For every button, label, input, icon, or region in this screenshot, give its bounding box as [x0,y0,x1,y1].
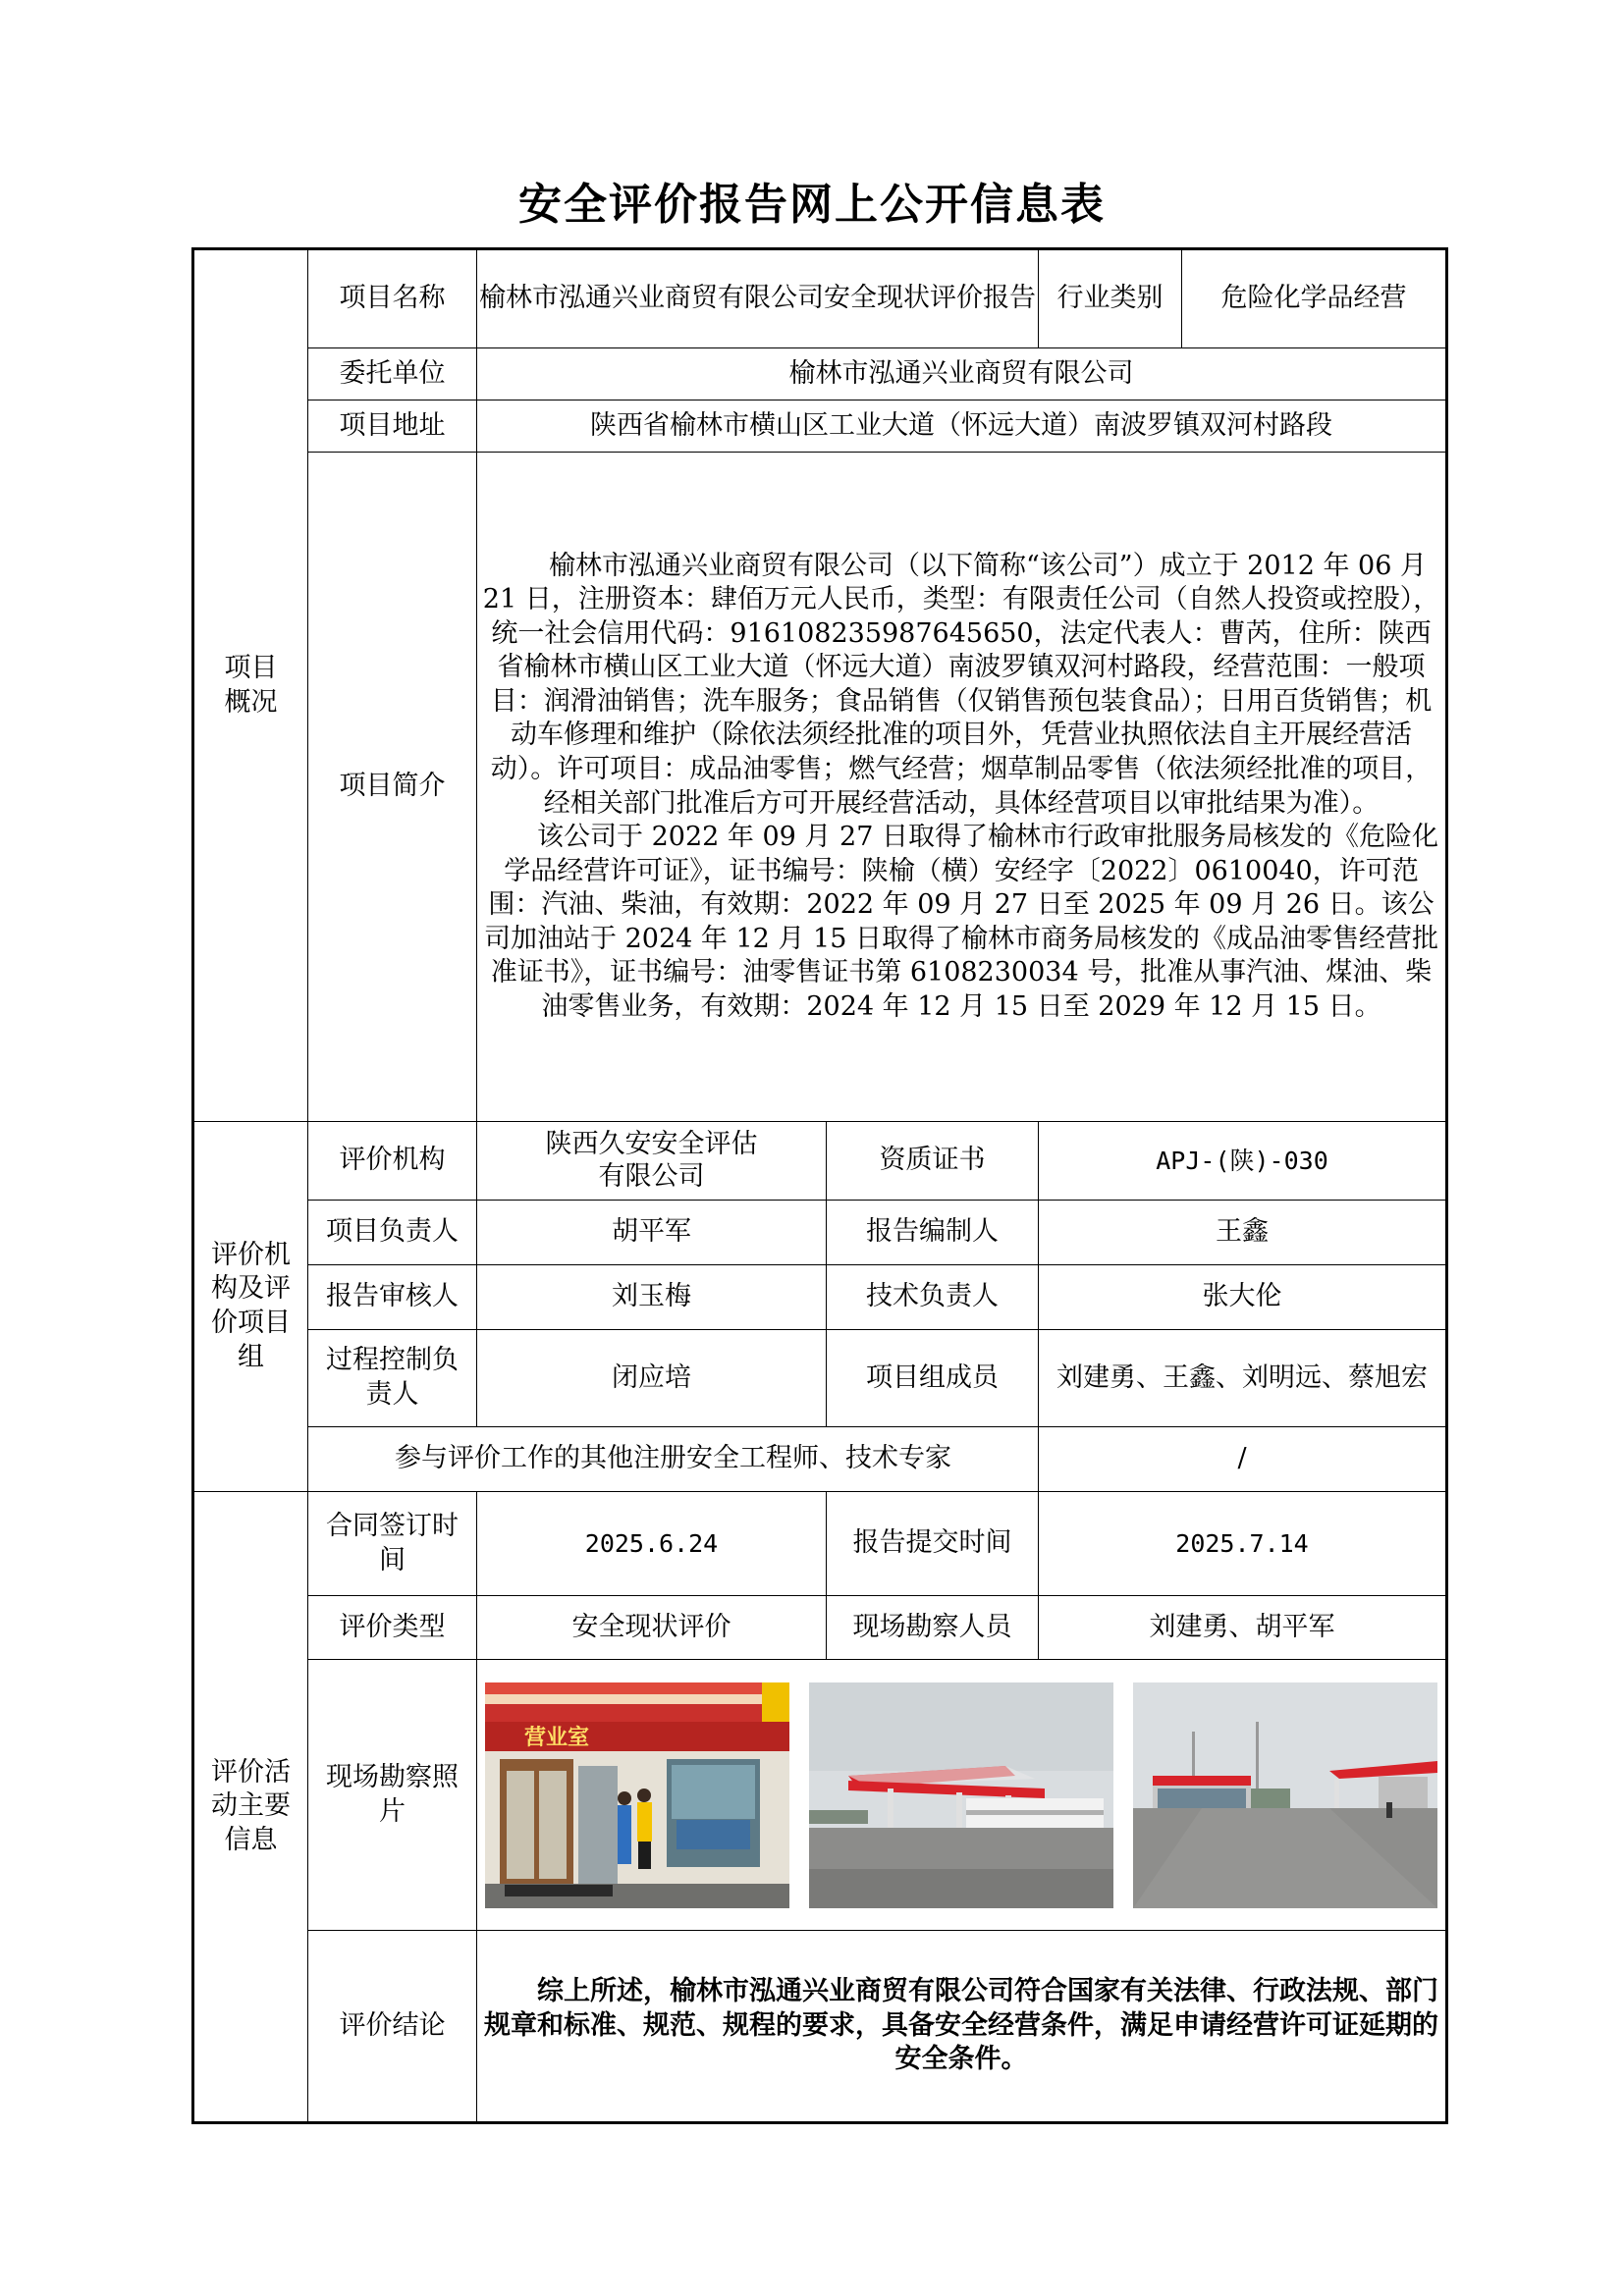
experts-label: 参与评价工作的其他注册安全工程师、技术专家 [308,1427,1039,1492]
type: 安全现状评价 [477,1596,827,1660]
address-label: 项目地址 [308,400,477,453]
section-activity: 评价活 动主要 信息 [193,1492,308,2123]
submit-label: 报告提交时间 [827,1492,1039,1596]
site-photo-canopy [809,1682,1113,1908]
project-name: 榆林市泓通兴业商贸有限公司安全现状评价报告 [477,249,1039,348]
intro-text [477,453,1447,1122]
tech-label: 技术负责人 [827,1265,1039,1330]
section-overview: 项目 概况 [193,249,308,1122]
intro-label: 项目简介 [308,453,477,1122]
process-label: 过程控制负 责人 [308,1330,477,1427]
cert: APJ-(陕)-030 [1039,1122,1447,1201]
contract-label: 合同签订时 间 [308,1492,477,1596]
writer-label: 报告编制人 [827,1201,1039,1265]
members-label: 项目组成员 [827,1330,1039,1427]
client: 榆林市泓通兴业商贸有限公司 [477,348,1447,400]
reviewer: 刘玉梅 [477,1265,827,1330]
industry-label: 行业类别 [1039,249,1182,348]
reviewer-label: 报告审核人 [308,1265,477,1330]
conclusion-label: 评价结论 [308,1931,477,2123]
industry: 危险化学品经营 [1182,249,1447,348]
photos-cell [477,1660,1447,1931]
agency: 陕西久安安全评估 有限公司 [477,1122,827,1201]
conclusion-paragraph: 综上所述，榆林市泓通兴业商贸有限公司符合国家有关法律、行政法规、部门规章和标准、规范、规程的要求，具备安全经营条件，满足申请经营许可证延期的安全条件。 [484,1976,1438,2075]
photos-label: 现场勘察照 片 [308,1660,477,1931]
process: 闭应培 [477,1330,827,1427]
inspectors: 刘建勇、胡平军 [1039,1596,1447,1660]
inspectors-label: 现场勘察人员 [827,1596,1039,1660]
info-table [191,247,1448,2124]
members: 刘建勇、王鑫、刘明远、蔡旭宏 [1039,1330,1447,1427]
intro-paragraph-1: 榆林市泓通兴业商贸有限公司（以下简称“该公司”）成立于 2012 年 06 月 21 日，注册资本：肆佰万元人民币，类型：有限责任公司（自然人投资或控股），统一社会信用代码：916108235987645650，法定代表人：曹芮，住所：陕西省榆林市横山区工业大道（怀远大道）南波罗镇双河村路段，经营范围：一般项目：润滑油销售；洗车服务；食品销售（仅销售预包装食品）；日用百货销售；机动车修理和维护（除依法须经批准的项目外，凭营业执照依法自主开展经营活动）。许可项目：成品油零售；燃气经营；烟草制品零售（依法须经批准的项目，经相关部门批准后方可开展经营活动，具体经营项目以审批结果为准）。 [482,550,1440,819]
address: 陕西省榆林市横山区工业大道（怀远大道）南波罗镇双河村路段 [477,400,1447,453]
site-photo-office [485,1682,789,1908]
storefront-sign: 营业室 [524,1725,590,1750]
section-org: 评价机 构及评 价项目 组 [193,1122,308,1492]
conclusion-text [477,1931,1447,2123]
submit: 2025.7.14 [1039,1492,1447,1596]
project-name-label: 项目名称 [308,249,477,348]
contract: 2025.6.24 [477,1492,827,1596]
intro-paragraph-2: 该公司于 2022 年 09 月 27 日取得了榆林市行政审批服务局核发的《危险化学品经营许可证》，证书编号：陕榆（横）安经字〔2022〕0610040，许可范围：汽油、柴油，有效期：2022 年 09 月 27 日至 2025 年 09 月 26 日。该公司加油站于 2024 年 12 月 15 日取得了榆林市商务局核发的《成品油零售经营批准证书》，证书编号：油零售证书第 6108230034 号，批准从事汽油、煤油、柴油零售业务，有效期：2024 年 12 月 15 日至 2029 年 12 月 15 日。 [484,822,1438,1022]
site-photo-forecourt [1133,1682,1437,1908]
tech: 张大伦 [1039,1265,1447,1330]
agency-label: 评价机构 [308,1122,477,1201]
leader-label: 项目负责人 [308,1201,477,1265]
experts: / [1039,1427,1447,1492]
writer: 王鑫 [1039,1201,1447,1265]
page-title: 安全评价报告网上公开信息表 [518,180,1106,230]
cert-label: 资质证书 [827,1122,1039,1201]
type-label: 评价类型 [308,1596,477,1660]
client-label: 委托单位 [308,348,477,400]
leader: 胡平军 [477,1201,827,1265]
